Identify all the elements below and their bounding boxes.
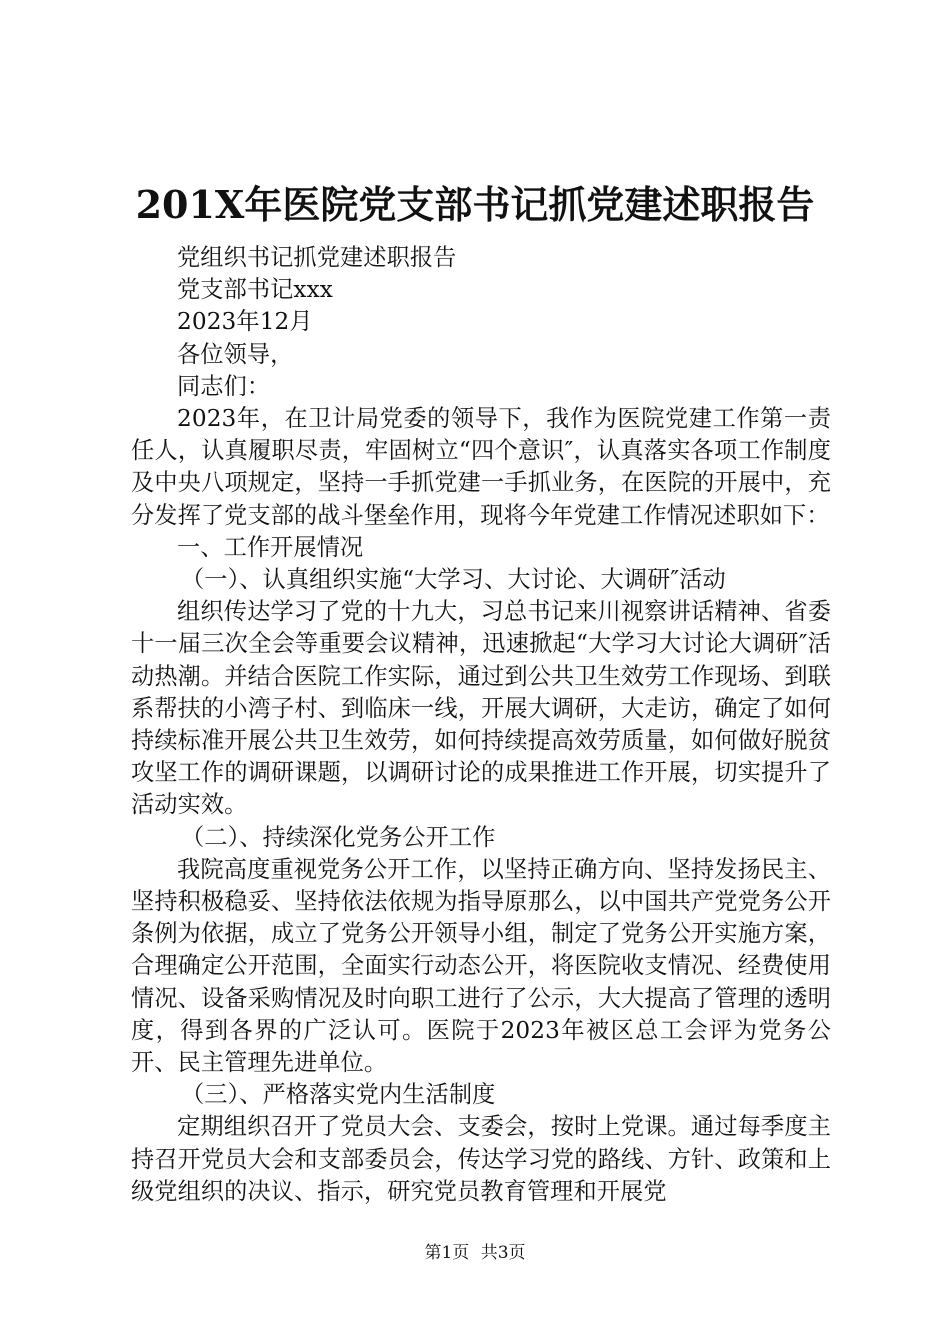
page-number: 第1页 <box>424 1243 470 1263</box>
report-subtitle: 党组织书记抓党建述职报告 <box>177 244 457 271</box>
subsection-heading-1: （一）、认真组织实施“大学习、大讨论、大调研″活动 <box>181 566 726 594</box>
salutation-leaders: 各位领导， <box>177 340 294 368</box>
section-heading-1: 一、工作开展情况 <box>177 533 364 561</box>
intro-paragraph: 2023年，在卫计局党委的领导下，我作为医院党建工作第一责任人，认真履职尽责，牢固树立“四个意识″，认真落实各项工作制度及中央八项规定，坚持一手抓党建一手抓业务，在医院的开展中，充分发挥了党支部的战斗堡垒作用，现将今年党建工作情况述职如下： <box>131 405 831 529</box>
page-footer <box>0 1241 950 1265</box>
report-date: 2023年12月 <box>177 308 313 336</box>
subsection-heading-3: （三）、严格落实党内生活制度 <box>181 1081 496 1109</box>
subsection-heading-2: （二）、持续深化党务公开工作 <box>181 823 496 851</box>
subsection-body-3: 定期组织召开了党员大会、支委会，按时上党课。通过每季度主持召开党员大会和支部委员会，传达学习党的路线、方针、政策和上级党组织的决议、指示，研究党员教育管理和开展党 <box>131 1113 831 1205</box>
document-title: 201X年医院党支部书记抓党建述职报告 <box>135 182 815 227</box>
document-body <box>131 242 831 1208</box>
report-author: 党支部书记xxx <box>177 276 333 304</box>
salutation-comrades: 同志们： <box>177 372 271 400</box>
subsection-body-2: 我院高度重视党务公开工作，以坚持正确方向、坚持发扬民主、坚持积极稳妥、坚持依法依规为指导原那么，以中国共产党党务公开条例为依据，成立了党务公开领导小组，制定了党务公开实施方案，合理确定公开范围，全面实行动态公开，将医院收支情况、经费使用情况、设备采购情况及时向职工进行了公示，大大提高了管理的透明度，得到各界的广泛认可。医院于2023年被区总工会评为党务公开、民主管理先进单位。 <box>131 855 831 1077</box>
page-total: 共3页 <box>480 1243 526 1263</box>
subsection-body-1: 组织传达学习了党的十九大，习总书记来川视察讲话精神、省委十一届三次全会等重要会议精神，迅速掀起“大学习大讨论大调研″活动热潮。并结合医院工作实际，通过到公共卫生效劳工作现场、到联系帮扶的小湾子村、到临床一线，开展大调研，大走访，确定了如何持续标准开展公共卫生效劳，如何持续提高效劳质量，如何做好脱贫攻坚工作的调研课题，以调研讨论的成果推进工作开展，切实提升了活动实效。 <box>131 598 831 819</box>
